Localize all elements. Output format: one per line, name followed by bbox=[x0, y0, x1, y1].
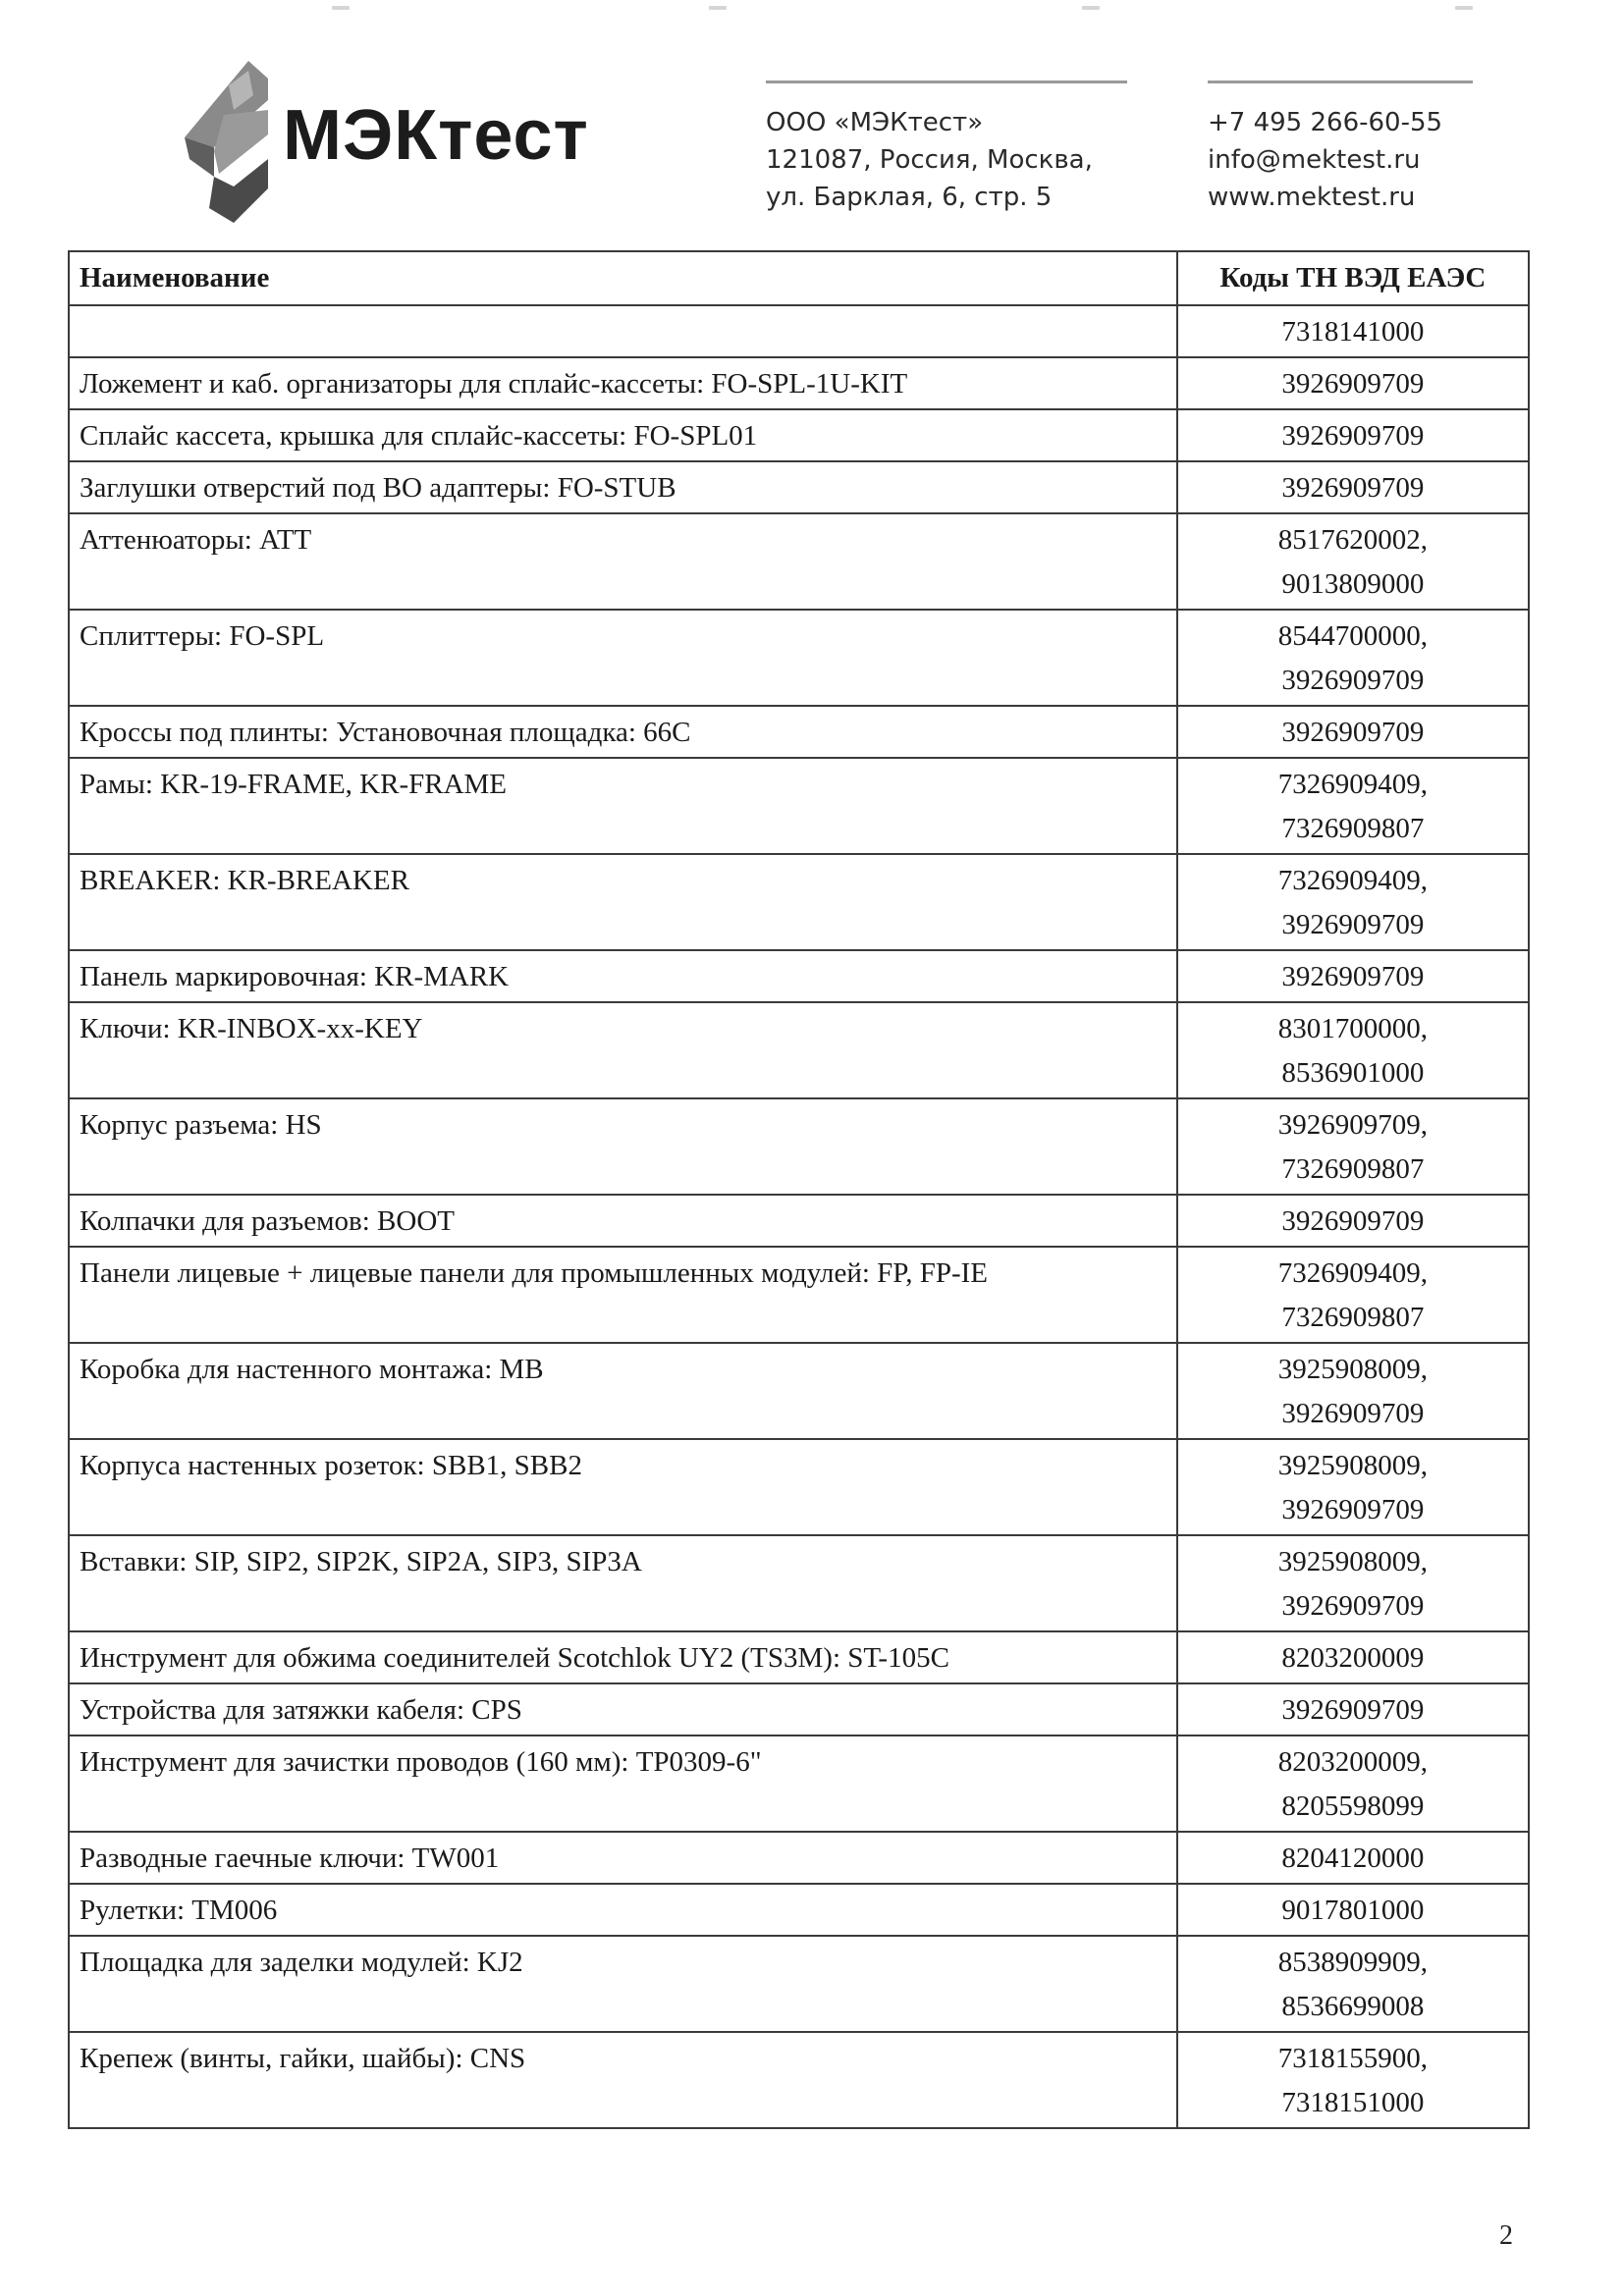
hs-code: 8517620002, bbox=[1277, 524, 1428, 556]
hs-code-cell bbox=[1177, 1884, 1529, 1936]
product-name-cell: Сплиттеры: FO-SPL bbox=[69, 610, 1177, 706]
header-rule bbox=[1208, 80, 1473, 83]
product-name-cell: Панель маркировочная: KR-MARK bbox=[69, 950, 1177, 1002]
table-row bbox=[69, 758, 1529, 854]
table-row bbox=[69, 513, 1529, 610]
product-name-cell: Заглушки отверстий под ВО адаптеры: FO-STUB bbox=[69, 461, 1177, 513]
table-row bbox=[69, 1832, 1529, 1884]
table-row bbox=[69, 1439, 1529, 1535]
hs-code-cell bbox=[1177, 1631, 1529, 1683]
table-row bbox=[69, 461, 1529, 513]
product-name-cell bbox=[69, 305, 1177, 357]
hs-code: 8301700000, bbox=[1277, 1013, 1428, 1044]
product-name-cell: Колпачки для разъемов: BOOT bbox=[69, 1195, 1177, 1247]
hs-code: 8204120000 bbox=[1281, 1842, 1425, 1874]
company-name: ООО «МЭКтест» bbox=[766, 108, 984, 137]
product-name-cell: Корпус разъема: HS bbox=[69, 1098, 1177, 1195]
hs-code-cell bbox=[1177, 2032, 1529, 2128]
hs-code: 3925908009, bbox=[1277, 1354, 1428, 1385]
table-header-row bbox=[69, 251, 1529, 305]
hs-code: 8203200009 bbox=[1281, 1642, 1425, 1674]
column-header-name: Наименование bbox=[69, 251, 1177, 305]
company-logo bbox=[175, 61, 636, 233]
table-row bbox=[69, 1631, 1529, 1683]
hs-code: 7326909409, bbox=[1277, 1257, 1428, 1289]
product-name-cell: Рулетки: TM006 bbox=[69, 1884, 1177, 1936]
logo-wordmark: МЭКтест bbox=[283, 96, 589, 175]
hs-code-cell bbox=[1177, 950, 1529, 1002]
hs-code: 8205598099 bbox=[1281, 1790, 1425, 1822]
hs-code-cell bbox=[1177, 305, 1529, 357]
hs-code-cell bbox=[1177, 1098, 1529, 1195]
hs-code-cell bbox=[1177, 1832, 1529, 1884]
hs-code-cell bbox=[1177, 758, 1529, 854]
table-row bbox=[69, 1735, 1529, 1832]
hs-code: 3926909709 bbox=[1281, 1590, 1425, 1622]
product-name-cell: Рамы: KR-19-FRAME, KR-FRAME bbox=[69, 758, 1177, 854]
hs-code: 7318141000 bbox=[1281, 316, 1425, 347]
address-line-1: 121087, Россия, Москва, bbox=[766, 145, 1093, 175]
table-row bbox=[69, 950, 1529, 1002]
page-number: 2 bbox=[1499, 2220, 1513, 2251]
hs-code-cell bbox=[1177, 1002, 1529, 1098]
hs-code-cell bbox=[1177, 706, 1529, 758]
hs-code-cell bbox=[1177, 409, 1529, 461]
table-row bbox=[69, 2032, 1529, 2128]
table-row bbox=[69, 1683, 1529, 1735]
table-row bbox=[69, 1247, 1529, 1343]
hs-code: 7326909807 bbox=[1281, 813, 1425, 844]
hs-code-cell bbox=[1177, 1247, 1529, 1343]
email-link[interactable]: info@mektest.ru bbox=[1208, 145, 1421, 175]
hs-code: 7318155900, bbox=[1277, 2043, 1428, 2074]
table-row bbox=[69, 1098, 1529, 1195]
product-name-cell: Кроссы под плинты: Установочная площадка: 66C bbox=[69, 706, 1177, 758]
hs-code: 3926909709 bbox=[1281, 1205, 1425, 1237]
hs-code-cell bbox=[1177, 854, 1529, 950]
table-row bbox=[69, 1936, 1529, 2032]
hs-code: 3926909709 bbox=[1281, 717, 1425, 748]
product-name-cell: Панели лицевые + лицевые панели для промышленных модулей: FP, FP-IE bbox=[69, 1247, 1177, 1343]
product-name-cell: Коробка для настенного монтажа: MB bbox=[69, 1343, 1177, 1439]
hs-code: 9017801000 bbox=[1281, 1895, 1425, 1926]
table-row bbox=[69, 706, 1529, 758]
hs-code: 8536901000 bbox=[1281, 1057, 1425, 1089]
hs-codes-table bbox=[68, 250, 1530, 2129]
hs-code-cell bbox=[1177, 1936, 1529, 2032]
hs-code: 7326909807 bbox=[1281, 1302, 1425, 1333]
table-row bbox=[69, 1884, 1529, 1936]
product-name-cell: Устройства для затяжки кабеля: CPS bbox=[69, 1683, 1177, 1735]
hs-code: 9013809000 bbox=[1281, 568, 1425, 600]
product-name-cell: Вставки: SIP, SIP2, SIP2K, SIP2A, SIP3, SIP3A bbox=[69, 1535, 1177, 1631]
letterhead bbox=[0, 0, 1623, 245]
product-name-cell: Площадка для заделки модулей: KJ2 bbox=[69, 1936, 1177, 2032]
hs-code-cell bbox=[1177, 610, 1529, 706]
hs-code: 8544700000, bbox=[1277, 620, 1428, 652]
product-name-cell: Сплайс кассета, крышка для сплайс-кассеты: FO-SPL01 bbox=[69, 409, 1177, 461]
hs-code: 8536699008 bbox=[1281, 1991, 1425, 2022]
product-name-cell: Крепеж (винты, гайки, шайбы): CNS bbox=[69, 2032, 1177, 2128]
product-name-cell: Инструмент для зачистки проводов (160 мм): TP0309-6" bbox=[69, 1735, 1177, 1832]
hs-code-cell bbox=[1177, 1195, 1529, 1247]
product-name-cell: Ключи: KR-INBOX-xx-KEY bbox=[69, 1002, 1177, 1098]
hs-code: 7326909807 bbox=[1281, 1153, 1425, 1185]
table-row bbox=[69, 357, 1529, 409]
hs-code: 7318151000 bbox=[1281, 2087, 1425, 2118]
hs-code-cell bbox=[1177, 1683, 1529, 1735]
contacts-block bbox=[1208, 104, 1442, 216]
logo-mark-icon bbox=[175, 61, 283, 228]
hs-code-cell bbox=[1177, 1735, 1529, 1832]
hs-code: 3926909709 bbox=[1281, 1494, 1425, 1525]
table-row bbox=[69, 1002, 1529, 1098]
hs-code: 3926909709 bbox=[1281, 1694, 1425, 1726]
table-row bbox=[69, 1343, 1529, 1439]
hs-code: 3926909709, bbox=[1277, 1109, 1428, 1141]
hs-code-cell bbox=[1177, 1439, 1529, 1535]
hs-code-cell bbox=[1177, 1343, 1529, 1439]
hs-code-cell bbox=[1177, 461, 1529, 513]
hs-code: 3926909709 bbox=[1281, 368, 1425, 400]
hs-code: 3925908009, bbox=[1277, 1546, 1428, 1577]
hs-code: 3926909709 bbox=[1281, 420, 1425, 452]
product-name-cell: BREAKER: KR-BREAKER bbox=[69, 854, 1177, 950]
hs-code: 3926909709 bbox=[1281, 909, 1425, 940]
hs-code: 7326909409, bbox=[1277, 865, 1428, 896]
phone: +7 495 266-60-55 bbox=[1208, 108, 1443, 137]
hs-code: 3926909709 bbox=[1281, 472, 1425, 504]
product-name-cell: Аттенюаторы: ATT bbox=[69, 513, 1177, 610]
table-row bbox=[69, 610, 1529, 706]
hs-code-cell bbox=[1177, 513, 1529, 610]
hs-code: 3926909709 bbox=[1281, 961, 1425, 992]
address-line-2: ул. Барклая, 6, стр. 5 bbox=[766, 183, 1053, 212]
product-name-cell: Корпуса настенных розеток: SBB1, SBB2 bbox=[69, 1439, 1177, 1535]
product-name-cell: Разводные гаечные ключи: TW001 bbox=[69, 1832, 1177, 1884]
product-name-cell: Ложемент и каб. организаторы для сплайс-кассеты: FO-SPL-1U-KIT bbox=[69, 357, 1177, 409]
table-row bbox=[69, 1535, 1529, 1631]
table-row bbox=[69, 305, 1529, 357]
table-body bbox=[69, 305, 1529, 2128]
header-rule bbox=[766, 80, 1127, 83]
product-name-cell: Инструмент для обжима соединителей Scotchlok UY2 (TS3M): ST-105C bbox=[69, 1631, 1177, 1683]
hs-code-cell bbox=[1177, 1535, 1529, 1631]
column-header-codes: Коды ТН ВЭД ЕАЭС bbox=[1177, 251, 1529, 305]
hs-code: 3926909709 bbox=[1281, 665, 1425, 696]
company-address-block bbox=[766, 104, 1093, 216]
hs-code: 8203200009, bbox=[1277, 1746, 1428, 1778]
hs-code: 8538909909, bbox=[1277, 1947, 1428, 1978]
hs-code: 3926909709 bbox=[1281, 1398, 1425, 1429]
website-link[interactable]: www.mektest.ru bbox=[1208, 183, 1416, 212]
table-row bbox=[69, 409, 1529, 461]
hs-code: 7326909409, bbox=[1277, 769, 1428, 800]
table-row bbox=[69, 1195, 1529, 1247]
hs-code-cell bbox=[1177, 357, 1529, 409]
hs-code: 3925908009, bbox=[1277, 1450, 1428, 1481]
table-row bbox=[69, 854, 1529, 950]
